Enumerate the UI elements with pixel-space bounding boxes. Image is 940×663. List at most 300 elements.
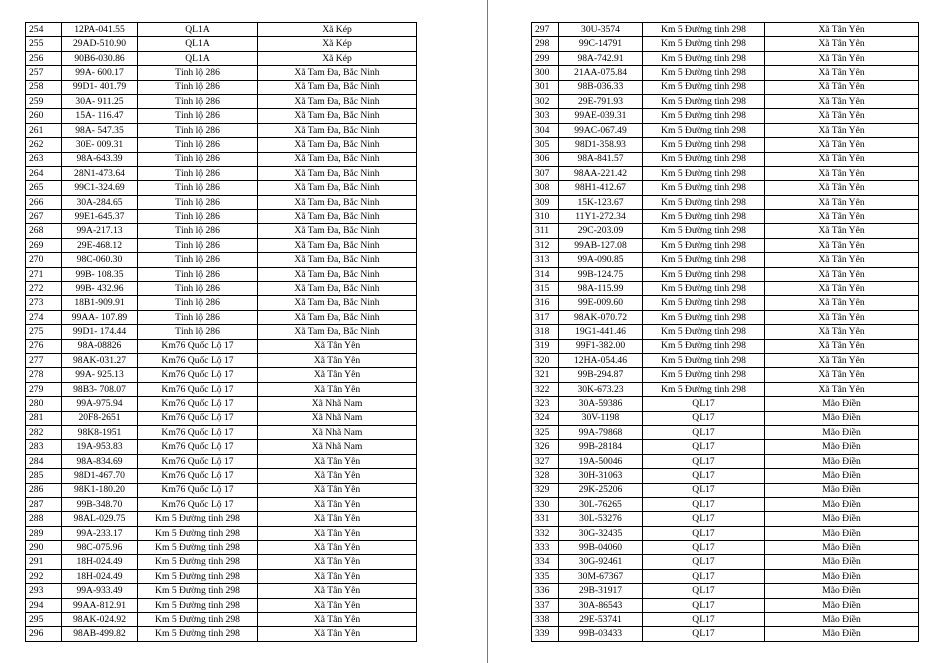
road-location-cell: Tỉnh lộ 286 bbox=[138, 181, 258, 195]
row-number-cell: 324 bbox=[532, 411, 559, 425]
plate-number-cell: 99B-124.75 bbox=[559, 267, 643, 281]
plate-number-cell: 98B3- 708.07 bbox=[62, 382, 138, 396]
table-row bbox=[532, 613, 919, 627]
commune-cell: Mão Điền bbox=[765, 411, 919, 425]
row-number-cell: 280 bbox=[26, 397, 62, 411]
row-number-cell: 310 bbox=[532, 210, 559, 224]
row-number-cell: 299 bbox=[532, 51, 559, 65]
row-number-cell: 279 bbox=[26, 382, 62, 396]
road-location-cell: Km76 Quốc Lộ 17 bbox=[138, 469, 258, 483]
plate-number-cell: 20F8-2651 bbox=[62, 411, 138, 425]
row-number-cell: 281 bbox=[26, 411, 62, 425]
table-row bbox=[26, 181, 417, 195]
road-location-cell: QL17 bbox=[643, 469, 765, 483]
plate-number-cell: 99C-14791 bbox=[559, 37, 643, 51]
table-row bbox=[26, 152, 417, 166]
commune-cell: Xã Tam Đa, Bắc Ninh bbox=[258, 253, 417, 267]
road-location-cell: Km 5 Đường tỉnh 298 bbox=[138, 512, 258, 526]
commune-cell: Xã Tân Yên bbox=[765, 224, 919, 238]
row-number-cell: 274 bbox=[26, 310, 62, 324]
plate-number-cell: 98A-643.39 bbox=[62, 152, 138, 166]
road-location-cell: Tỉnh lộ 286 bbox=[138, 325, 258, 339]
row-number-cell: 294 bbox=[26, 598, 62, 612]
plate-number-cell: 99A-933.49 bbox=[62, 584, 138, 598]
table-row bbox=[532, 425, 919, 439]
table-row bbox=[26, 339, 417, 353]
road-location-cell: Km 5 Đường tỉnh 298 bbox=[643, 166, 765, 180]
plate-number-cell: 30K-673.23 bbox=[559, 382, 643, 396]
row-number-cell: 258 bbox=[26, 80, 62, 94]
table-row bbox=[532, 353, 919, 367]
commune-cell: Xã Tân Yên bbox=[258, 598, 417, 612]
row-number-cell: 332 bbox=[532, 526, 559, 540]
table-row bbox=[26, 368, 417, 382]
table-row bbox=[26, 310, 417, 324]
plate-number-cell: 99C1-324.69 bbox=[62, 181, 138, 195]
road-location-cell: Km 5 Đường tỉnh 298 bbox=[643, 94, 765, 108]
plate-number-cell: 30A-284.65 bbox=[62, 195, 138, 209]
road-location-cell: QL17 bbox=[643, 541, 765, 555]
row-number-cell: 313 bbox=[532, 253, 559, 267]
table-row bbox=[532, 253, 919, 267]
commune-cell: Xã Tân Yên bbox=[765, 94, 919, 108]
commune-cell: Xã Tân Yên bbox=[765, 195, 919, 209]
table-row bbox=[532, 109, 919, 123]
commune-cell: Xã Tân Yên bbox=[765, 238, 919, 252]
plate-number-cell: 21AA-075.84 bbox=[559, 66, 643, 80]
plate-number-cell: 11Y1-272.34 bbox=[559, 210, 643, 224]
commune-cell: Xã Tân Yên bbox=[765, 368, 919, 382]
row-number-cell: 327 bbox=[532, 454, 559, 468]
road-location-cell: Tỉnh lộ 286 bbox=[138, 109, 258, 123]
road-location-cell: QL17 bbox=[643, 497, 765, 511]
table-row bbox=[26, 37, 417, 51]
plate-number-cell: 99A-975.94 bbox=[62, 397, 138, 411]
commune-cell: Xã Tân Yên bbox=[765, 210, 919, 224]
right-table bbox=[531, 22, 919, 642]
row-number-cell: 285 bbox=[26, 469, 62, 483]
row-number-cell: 318 bbox=[532, 325, 559, 339]
road-location-cell: QL17 bbox=[643, 411, 765, 425]
plate-number-cell: 30M-67367 bbox=[559, 569, 643, 583]
road-location-cell: Km76 Quốc Lộ 17 bbox=[138, 397, 258, 411]
row-number-cell: 311 bbox=[532, 224, 559, 238]
road-location-cell: Km76 Quốc Lộ 17 bbox=[138, 382, 258, 396]
row-number-cell: 315 bbox=[532, 282, 559, 296]
commune-cell: Xã Tam Đa, Bắc Ninh bbox=[258, 224, 417, 238]
plate-number-cell: 98H1-412.67 bbox=[559, 181, 643, 195]
table-row bbox=[532, 440, 919, 454]
row-number-cell: 325 bbox=[532, 425, 559, 439]
plate-number-cell: 99AC-067.49 bbox=[559, 123, 643, 137]
commune-cell: Xã Tân Yên bbox=[765, 353, 919, 367]
plate-number-cell: 99B-294.87 bbox=[559, 368, 643, 382]
table-row bbox=[26, 555, 417, 569]
commune-cell: Mão Điền bbox=[765, 440, 919, 454]
table-row bbox=[532, 397, 919, 411]
road-location-cell: QL17 bbox=[643, 569, 765, 583]
row-number-cell: 272 bbox=[26, 282, 62, 296]
plate-number-cell: 98AB-499.82 bbox=[62, 627, 138, 641]
commune-cell: Xã Tân Yên bbox=[258, 613, 417, 627]
road-location-cell: Tỉnh lộ 286 bbox=[138, 310, 258, 324]
row-number-cell: 284 bbox=[26, 454, 62, 468]
road-location-cell: Km76 Quốc Lộ 17 bbox=[138, 353, 258, 367]
road-location-cell: QL17 bbox=[643, 613, 765, 627]
row-number-cell: 335 bbox=[532, 569, 559, 583]
table-row bbox=[26, 224, 417, 238]
row-number-cell: 291 bbox=[26, 555, 62, 569]
road-location-cell: Km 5 Đường tỉnh 298 bbox=[643, 282, 765, 296]
table-row bbox=[532, 526, 919, 540]
row-number-cell: 298 bbox=[532, 37, 559, 51]
row-number-cell: 283 bbox=[26, 440, 62, 454]
row-number-cell: 304 bbox=[532, 123, 559, 137]
road-location-cell: Tỉnh lộ 286 bbox=[138, 152, 258, 166]
row-number-cell: 269 bbox=[26, 238, 62, 252]
plate-number-cell: 98A-834.69 bbox=[62, 454, 138, 468]
row-number-cell: 319 bbox=[532, 339, 559, 353]
road-location-cell: QL17 bbox=[643, 425, 765, 439]
plate-number-cell: 30A-59386 bbox=[559, 397, 643, 411]
commune-cell: Xã Tân Yên bbox=[258, 483, 417, 497]
plate-number-cell: 98AK-031.27 bbox=[62, 353, 138, 367]
road-location-cell: Km 5 Đường tỉnh 298 bbox=[138, 569, 258, 583]
commune-cell: Xã Tân Yên bbox=[258, 584, 417, 598]
commune-cell: Xã Tân Yên bbox=[765, 123, 919, 137]
row-number-cell: 286 bbox=[26, 483, 62, 497]
road-location-cell: Km 5 Đường tỉnh 298 bbox=[643, 109, 765, 123]
table-row bbox=[26, 469, 417, 483]
commune-cell: Xã Tân Yên bbox=[258, 469, 417, 483]
table-row bbox=[26, 138, 417, 152]
commune-cell: Xã Tân Yên bbox=[258, 497, 417, 511]
road-location-cell: Tỉnh lộ 286 bbox=[138, 296, 258, 310]
commune-cell: Xã Tân Yên bbox=[258, 339, 417, 353]
table-row bbox=[26, 210, 417, 224]
commune-cell: Xã Tân Yên bbox=[765, 296, 919, 310]
road-location-cell: Km 5 Đường tỉnh 298 bbox=[643, 382, 765, 396]
table-row bbox=[26, 584, 417, 598]
table-row bbox=[532, 512, 919, 526]
row-number-cell: 339 bbox=[532, 627, 559, 641]
road-location-cell: Km 5 Đường tỉnh 298 bbox=[643, 138, 765, 152]
table-row bbox=[532, 541, 919, 555]
row-number-cell: 328 bbox=[532, 469, 559, 483]
road-location-cell: QL17 bbox=[643, 598, 765, 612]
table-row bbox=[26, 397, 417, 411]
row-number-cell: 301 bbox=[532, 80, 559, 94]
table-row bbox=[532, 382, 919, 396]
road-location-cell: QL17 bbox=[643, 526, 765, 540]
commune-cell: Xã Nhã Nam bbox=[258, 397, 417, 411]
row-number-cell: 308 bbox=[532, 181, 559, 195]
plate-number-cell: 98K8-1951 bbox=[62, 425, 138, 439]
table-row bbox=[26, 454, 417, 468]
table-row bbox=[26, 627, 417, 641]
row-number-cell: 289 bbox=[26, 526, 62, 540]
commune-cell: Mão Điền bbox=[765, 541, 919, 555]
commune-cell: Xã Tân Yên bbox=[765, 181, 919, 195]
plate-number-cell: 30V-1198 bbox=[559, 411, 643, 425]
plate-number-cell: 98A-08826 bbox=[62, 339, 138, 353]
road-location-cell: Tỉnh lộ 286 bbox=[138, 282, 258, 296]
plate-number-cell: 30A-86543 bbox=[559, 598, 643, 612]
plate-number-cell: 30H-31063 bbox=[559, 469, 643, 483]
road-location-cell: Tỉnh lộ 286 bbox=[138, 166, 258, 180]
plate-number-cell: 98C-060.30 bbox=[62, 253, 138, 267]
table-row bbox=[26, 425, 417, 439]
row-number-cell: 261 bbox=[26, 123, 62, 137]
row-number-cell: 312 bbox=[532, 238, 559, 252]
row-number-cell: 302 bbox=[532, 94, 559, 108]
row-number-cell: 300 bbox=[532, 66, 559, 80]
table-row bbox=[532, 368, 919, 382]
commune-cell: Xã Tam Đa, Bắc Ninh bbox=[258, 296, 417, 310]
plate-number-cell: 98AK-070.72 bbox=[559, 310, 643, 324]
commune-cell: Xã Tam Đa, Bắc Ninh bbox=[258, 138, 417, 152]
road-location-cell: QL1A bbox=[138, 51, 258, 65]
commune-cell: Xã Tân Yên bbox=[258, 541, 417, 555]
row-number-cell: 305 bbox=[532, 138, 559, 152]
plate-number-cell: 98A- 547.35 bbox=[62, 123, 138, 137]
road-location-cell: Km 5 Đường tỉnh 298 bbox=[138, 526, 258, 540]
commune-cell: Xã Tân Yên bbox=[765, 80, 919, 94]
row-number-cell: 255 bbox=[26, 37, 62, 51]
table-row bbox=[26, 166, 417, 180]
row-number-cell: 336 bbox=[532, 584, 559, 598]
commune-cell: Mão Điền bbox=[765, 512, 919, 526]
row-number-cell: 273 bbox=[26, 296, 62, 310]
commune-cell: Xã Tam Đa, Bắc Ninh bbox=[258, 94, 417, 108]
road-location-cell: Tỉnh lộ 286 bbox=[138, 238, 258, 252]
table-row bbox=[26, 512, 417, 526]
table-row bbox=[26, 253, 417, 267]
commune-cell: Xã Kép bbox=[258, 23, 417, 37]
commune-cell: Xã Tân Yên bbox=[765, 166, 919, 180]
commune-cell: Xã Tân Yên bbox=[765, 325, 919, 339]
commune-cell: Xã Tam Đa, Bắc Ninh bbox=[258, 66, 417, 80]
commune-cell: Xã Tân Yên bbox=[258, 526, 417, 540]
road-location-cell: Km76 Quốc Lộ 17 bbox=[138, 425, 258, 439]
road-location-cell: Tỉnh lộ 286 bbox=[138, 66, 258, 80]
table-row bbox=[26, 109, 417, 123]
plate-number-cell: 99B-03433 bbox=[559, 627, 643, 641]
plate-number-cell: 15A- 116.47 bbox=[62, 109, 138, 123]
row-number-cell: 334 bbox=[532, 555, 559, 569]
commune-cell: Xã Tân Yên bbox=[765, 282, 919, 296]
road-location-cell: Km 5 Đường tỉnh 298 bbox=[138, 541, 258, 555]
road-location-cell: Km 5 Đường tỉnh 298 bbox=[138, 584, 258, 598]
plate-number-cell: 19A-50046 bbox=[559, 454, 643, 468]
plate-number-cell: 98A-841.57 bbox=[559, 152, 643, 166]
table-row bbox=[532, 627, 919, 641]
road-location-cell: Km76 Quốc Lộ 17 bbox=[138, 411, 258, 425]
plate-number-cell: 99B-348.70 bbox=[62, 497, 138, 511]
table-row bbox=[26, 66, 417, 80]
commune-cell: Mão Điền bbox=[765, 584, 919, 598]
table-row bbox=[26, 411, 417, 425]
commune-cell: Xã Tam Đa, Bắc Ninh bbox=[258, 210, 417, 224]
road-location-cell: QL17 bbox=[643, 627, 765, 641]
commune-cell: Xã Tân Yên bbox=[765, 51, 919, 65]
commune-cell: Xã Nhã Nam bbox=[258, 425, 417, 439]
commune-cell: Xã Tam Đa, Bắc Ninh bbox=[258, 267, 417, 281]
row-number-cell: 262 bbox=[26, 138, 62, 152]
table-row bbox=[26, 282, 417, 296]
commune-cell: Mão Điền bbox=[765, 425, 919, 439]
table-row bbox=[532, 483, 919, 497]
plate-number-cell: 98D1-358.93 bbox=[559, 138, 643, 152]
plate-number-cell: 99E-009.60 bbox=[559, 296, 643, 310]
table-row bbox=[532, 325, 919, 339]
road-location-cell: QL17 bbox=[643, 454, 765, 468]
plate-number-cell: 28N1-473.64 bbox=[62, 166, 138, 180]
row-number-cell: 271 bbox=[26, 267, 62, 281]
road-location-cell: Km 5 Đường tỉnh 298 bbox=[643, 37, 765, 51]
plate-number-cell: 98D1-467.70 bbox=[62, 469, 138, 483]
commune-cell: Xã Nhã Nam bbox=[258, 440, 417, 454]
row-number-cell: 266 bbox=[26, 195, 62, 209]
plate-number-cell: 18B1-909.91 bbox=[62, 296, 138, 310]
table-row bbox=[532, 123, 919, 137]
row-number-cell: 326 bbox=[532, 440, 559, 454]
row-number-cell: 259 bbox=[26, 94, 62, 108]
row-number-cell: 295 bbox=[26, 613, 62, 627]
row-number-cell: 317 bbox=[532, 310, 559, 324]
commune-cell: Xã Tân Yên bbox=[765, 253, 919, 267]
right-table-body bbox=[532, 23, 919, 642]
commune-cell: Mão Điền bbox=[765, 397, 919, 411]
table-row bbox=[26, 123, 417, 137]
table-row bbox=[532, 598, 919, 612]
table-row bbox=[26, 541, 417, 555]
row-number-cell: 337 bbox=[532, 598, 559, 612]
plate-number-cell: 99AE-039.31 bbox=[559, 109, 643, 123]
plate-number-cell: 98AA-221.42 bbox=[559, 166, 643, 180]
plate-number-cell: 99AB-127.08 bbox=[559, 238, 643, 252]
commune-cell: Xã Tân Yên bbox=[765, 138, 919, 152]
row-number-cell: 338 bbox=[532, 613, 559, 627]
road-location-cell: Km 5 Đường tỉnh 298 bbox=[643, 353, 765, 367]
commune-cell: Xã Tân Yên bbox=[765, 339, 919, 353]
road-location-cell: Km76 Quốc Lộ 17 bbox=[138, 339, 258, 353]
road-location-cell: QL1A bbox=[138, 23, 258, 37]
road-location-cell: QL1A bbox=[138, 37, 258, 51]
row-number-cell: 275 bbox=[26, 325, 62, 339]
row-number-cell: 254 bbox=[26, 23, 62, 37]
row-number-cell: 264 bbox=[26, 166, 62, 180]
table-row bbox=[26, 440, 417, 454]
commune-cell: Xã Tân Yên bbox=[258, 512, 417, 526]
table-row bbox=[532, 469, 919, 483]
table-row bbox=[532, 296, 919, 310]
commune-cell: Xã Tân Yên bbox=[765, 310, 919, 324]
plate-number-cell: 98AK-024.92 bbox=[62, 613, 138, 627]
commune-cell: Xã Tam Đa, Bắc Ninh bbox=[258, 152, 417, 166]
table-row bbox=[532, 210, 919, 224]
commune-cell: Xã Tân Yên bbox=[765, 382, 919, 396]
plate-number-cell: 12HA-054.46 bbox=[559, 353, 643, 367]
table-row bbox=[532, 411, 919, 425]
commune-cell: Xã Tân Yên bbox=[258, 627, 417, 641]
row-number-cell: 260 bbox=[26, 109, 62, 123]
commune-cell: Xã Tân Yên bbox=[258, 382, 417, 396]
row-number-cell: 296 bbox=[26, 627, 62, 641]
table-row bbox=[532, 584, 919, 598]
table-row bbox=[532, 454, 919, 468]
plate-number-cell: 12PA-041.55 bbox=[62, 23, 138, 37]
plate-number-cell: 99D1- 174.44 bbox=[62, 325, 138, 339]
row-number-cell: 323 bbox=[532, 397, 559, 411]
plate-number-cell: 29E-53741 bbox=[559, 613, 643, 627]
row-number-cell: 320 bbox=[532, 353, 559, 367]
road-location-cell: Km 5 Đường tỉnh 298 bbox=[643, 253, 765, 267]
road-location-cell: Km 5 Đường tỉnh 298 bbox=[643, 310, 765, 324]
table-row bbox=[26, 598, 417, 612]
road-location-cell: Km 5 Đường tỉnh 298 bbox=[643, 368, 765, 382]
plate-number-cell: 29E-468.12 bbox=[62, 238, 138, 252]
plate-number-cell: 98K1-180.20 bbox=[62, 483, 138, 497]
road-location-cell: Km 5 Đường tỉnh 298 bbox=[643, 339, 765, 353]
plate-number-cell: 98A-115.99 bbox=[559, 282, 643, 296]
table-row bbox=[532, 282, 919, 296]
commune-cell: Xã Tam Đa, Bắc Ninh bbox=[258, 282, 417, 296]
plate-number-cell: 30G-92461 bbox=[559, 555, 643, 569]
row-number-cell: 297 bbox=[532, 23, 559, 37]
table-row bbox=[532, 339, 919, 353]
row-number-cell: 257 bbox=[26, 66, 62, 80]
commune-cell: Mão Điền bbox=[765, 627, 919, 641]
row-number-cell: 256 bbox=[26, 51, 62, 65]
commune-cell: Mão Điền bbox=[765, 454, 919, 468]
row-number-cell: 330 bbox=[532, 497, 559, 511]
left-table-body bbox=[26, 23, 417, 642]
table-row bbox=[26, 94, 417, 108]
road-location-cell: Km 5 Đường tỉnh 298 bbox=[643, 267, 765, 281]
row-number-cell: 309 bbox=[532, 195, 559, 209]
commune-cell: Xã Tân Yên bbox=[258, 569, 417, 583]
plate-number-cell: 99A-090.85 bbox=[559, 253, 643, 267]
plate-number-cell: 99AA-812.91 bbox=[62, 598, 138, 612]
road-location-cell: Km76 Quốc Lộ 17 bbox=[138, 368, 258, 382]
table-row bbox=[26, 23, 417, 37]
road-location-cell: Tỉnh lộ 286 bbox=[138, 253, 258, 267]
table-row bbox=[26, 325, 417, 339]
road-location-cell: Km 5 Đường tỉnh 298 bbox=[643, 296, 765, 310]
commune-cell: Xã Tam Đa, Bắc Ninh bbox=[258, 238, 417, 252]
row-number-cell: 293 bbox=[26, 584, 62, 598]
table-row bbox=[532, 94, 919, 108]
plate-number-cell: 90B6-030.86 bbox=[62, 51, 138, 65]
commune-cell: Xã Tân Yên bbox=[258, 368, 417, 382]
table-row bbox=[532, 152, 919, 166]
road-location-cell: Tỉnh lộ 286 bbox=[138, 195, 258, 209]
row-number-cell: 322 bbox=[532, 382, 559, 396]
road-location-cell: Km 5 Đường tỉnh 298 bbox=[643, 325, 765, 339]
table-row bbox=[532, 497, 919, 511]
table-row bbox=[532, 51, 919, 65]
page-divider bbox=[487, 0, 488, 663]
plate-number-cell: 99A- 925.13 bbox=[62, 368, 138, 382]
road-location-cell: Tỉnh lộ 286 bbox=[138, 267, 258, 281]
commune-cell: Mão Điền bbox=[765, 526, 919, 540]
road-location-cell: Km 5 Đường tỉnh 298 bbox=[643, 152, 765, 166]
commune-cell: Mão Điền bbox=[765, 469, 919, 483]
plate-number-cell: 29K-25206 bbox=[559, 483, 643, 497]
plate-number-cell: 99F1-382.00 bbox=[559, 339, 643, 353]
road-location-cell: Tỉnh lộ 286 bbox=[138, 224, 258, 238]
